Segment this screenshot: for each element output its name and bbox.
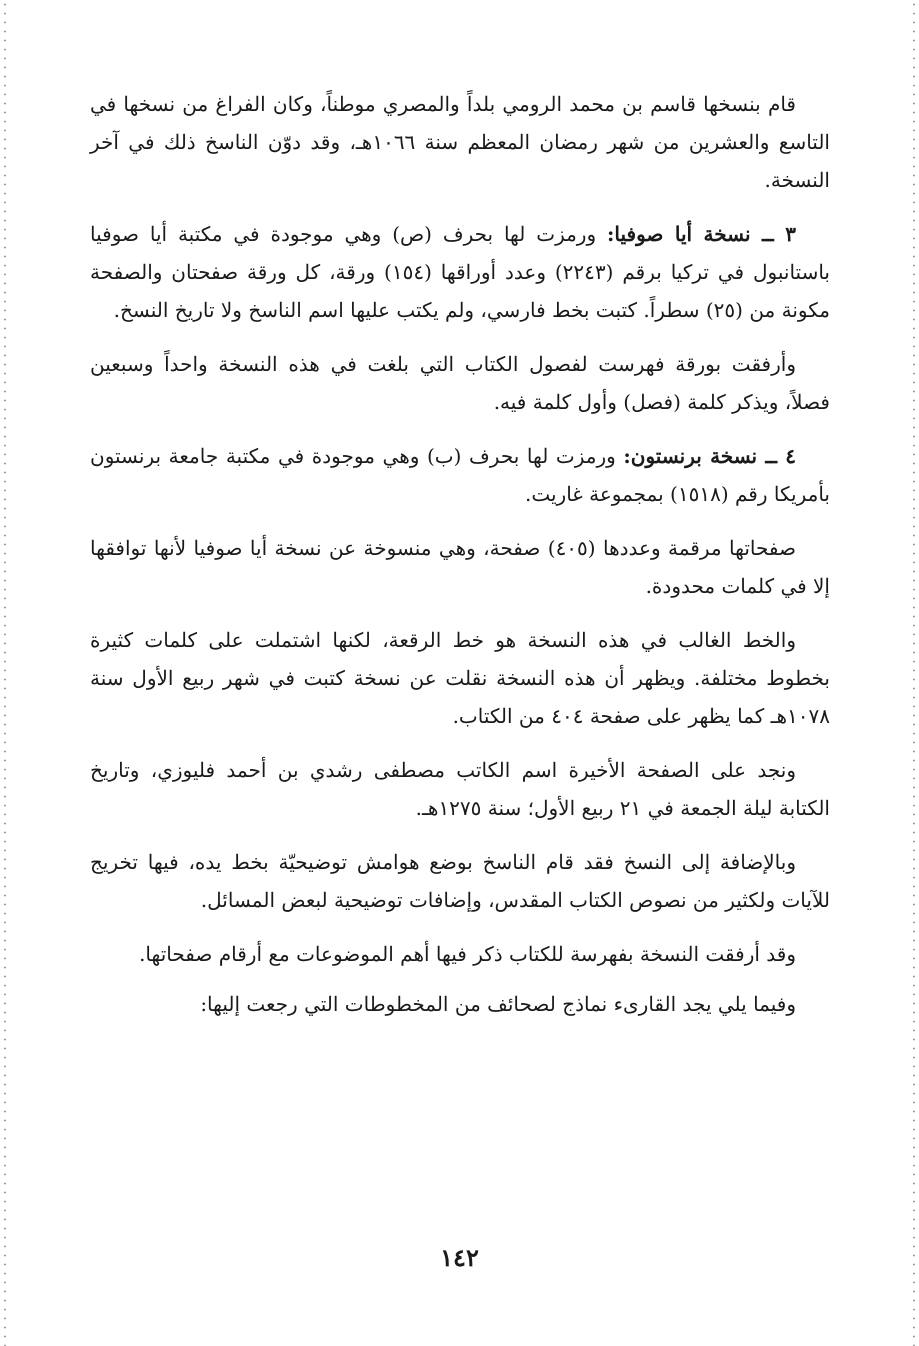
paragraph-lead: ٤ ــ نسخة برنستون:	[623, 444, 796, 468]
left-edge-dots	[4, 0, 6, 1346]
paragraph-margin-notes	[90, 843, 830, 919]
paragraph-index-sheet	[90, 345, 830, 421]
paragraph-page-count	[90, 529, 830, 605]
paragraph-text: قام بنسخها قاسم بن محمد الرومي بلداً والمصري موطناً، وكان الفراغ من نسخها في التاسع والعشرين من شهر رمضان المعظم سنة ١٠٦٦هـ، وقد دوّن الناسخ ذلك في آخر النسخة.	[90, 92, 830, 192]
paragraph-scribe-name	[90, 751, 830, 827]
paragraph-text: وبالإضافة إلى النسخ فقد قام الناسخ بوضع هوامش توضيحيّة بخط يده، فيها تخريج للآيات ولكثير من نصوص الكتاب المقدس، وإضافات توضيحية لبعض المسائل.	[90, 850, 830, 912]
paragraph-lead: ٣ ــ نسخة أيا صوفيا:	[607, 222, 797, 246]
paragraph-copyist	[90, 85, 830, 199]
right-edge-dots	[913, 0, 915, 1346]
paragraph-text: صفحاتها مرقمة وعددها (٤٠٥) صفحة، وهي منسوخة عن نسخة أيا صوفيا لأنها توافقها إلا في كلمات محدودة.	[90, 536, 830, 598]
paragraph-script-style	[90, 621, 830, 735]
paragraph-text: والخط الغالب في هذه النسخة هو خط الرقعة، لكنها اشتملت على كلمات كثيرة بخطوط مختلفة. ويظهر أن هذه النسخة نقلت عن نسخة كتبت في شهر ربيع الأول سنة ١٠٧٨هـ كما يظهر على صفحة ٤٠٤ من الكتاب.	[90, 628, 830, 728]
paragraph-text: وفيما يلي يجد القارىء نماذج لصحائف من المخطوطات التي رجعت إليها:	[200, 992, 796, 1016]
paragraph-hagia-sophia-copy	[90, 215, 830, 329]
paragraph-text: ونجد على الصفحة الأخيرة اسم الكاتب مصطفى رشدي بن أحمد فليوزي، وتاريخ الكتابة ليلة الجمعة في ٢١ ربيع الأول؛ سنة ١٢٧٥هـ.	[90, 758, 830, 820]
body-text	[90, 85, 830, 1035]
paragraph-princeton-copy	[90, 437, 830, 513]
paragraph-text: ورمزت لها بحرف (ب) وهي موجودة في مكتبة جامعة برنستون بأمريكا رقم (١٥١٨) بمجموعة غاريت.	[90, 444, 830, 506]
page-number: ١٤٢	[440, 1243, 479, 1272]
paragraph-text: وقد أرفقت النسخة بفهرسة للكتاب ذكر فيها أهم الموضوعات مع أرقام صفحاتها.	[139, 942, 796, 966]
paragraph-text: ورمزت لها بحرف (ص) وهي موجودة في مكتبة أيا صوفيا باستانبول في تركيا برقم (٢٢٤٣) وعدد أوراقها (١٥٤) ورقة، كل ورقة صفحتان والصفحة مكونة من (٢٥) سطراً. كتبت بخط فارسي، ولم يكتب عليها اسم الناسخ ولا تاريخ النسخ.	[90, 222, 830, 322]
paragraph-book-index	[90, 935, 830, 973]
paragraph-samples-intro	[90, 985, 830, 1023]
paragraph-text: وأرفقت بورقة فهرست لفصول الكتاب التي بلغت في هذه النسخة واحداً وسبعين فصلاً، ويذكر كلمة (فصل) وأول كلمة فيه.	[90, 352, 830, 414]
